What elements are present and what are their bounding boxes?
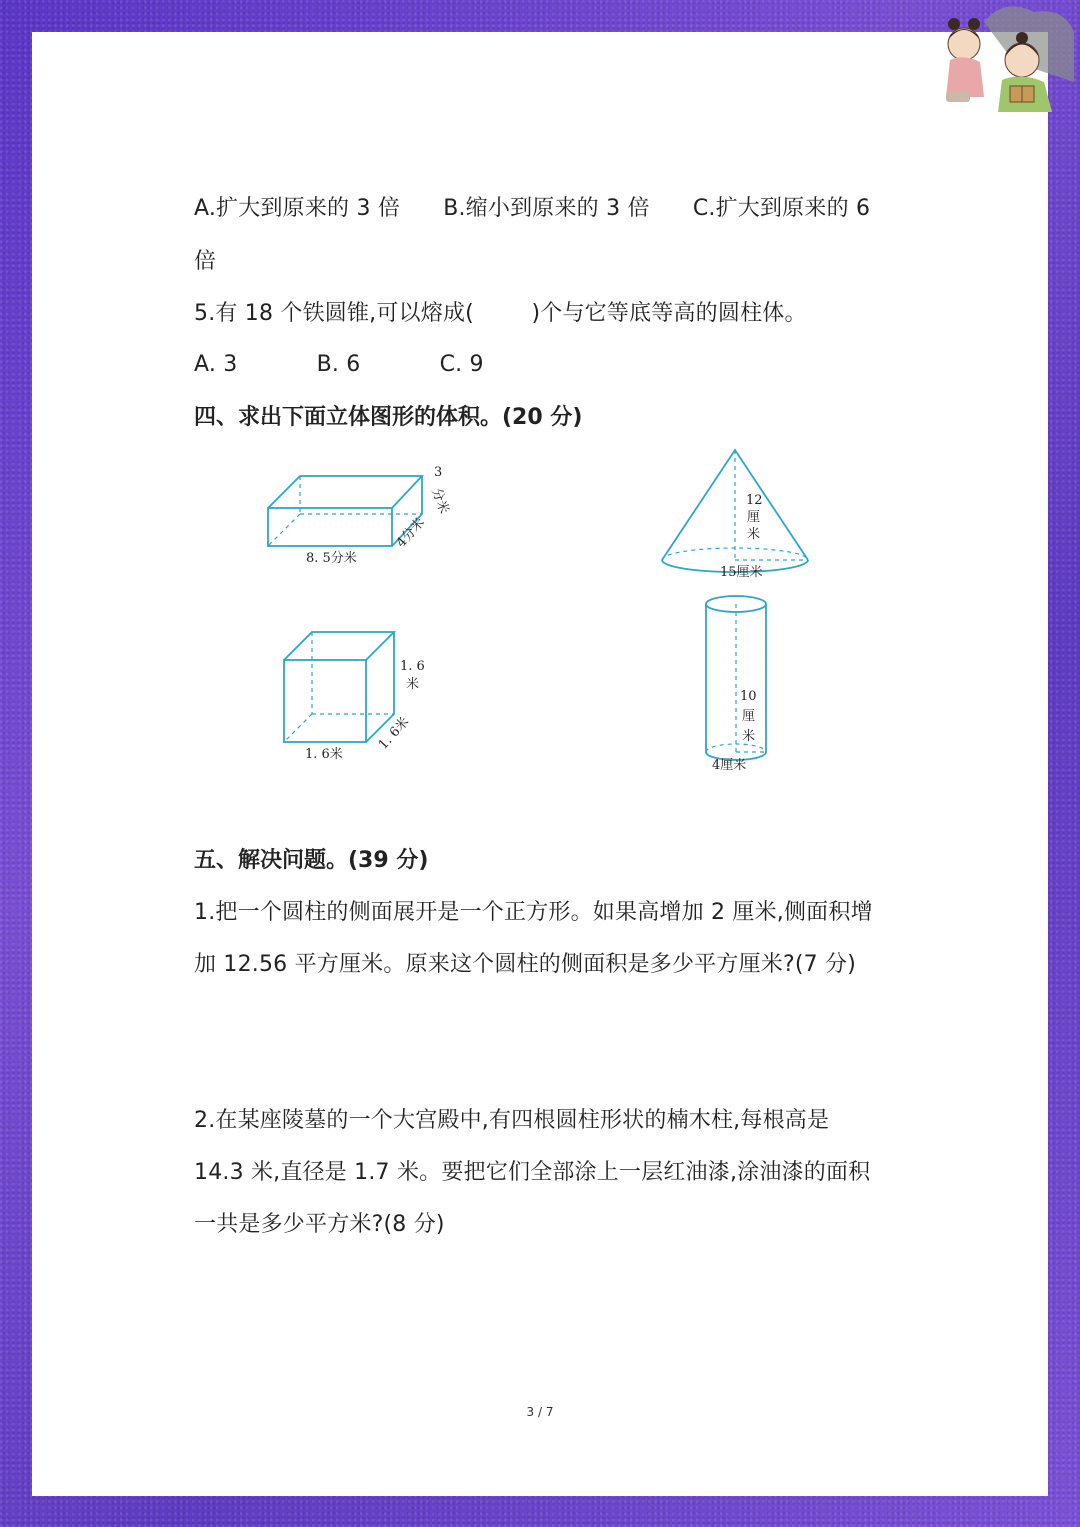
cylinder-height-unit-2: 米 [742, 729, 756, 744]
reading-children-illustration [924, 2, 1074, 127]
cuboid-figure [262, 465, 462, 582]
cylinder-height-number: 10 [740, 689, 757, 704]
cone-base-label: 15厘米 [720, 565, 763, 580]
cylinder-height-unit-1: 厘 [742, 709, 756, 724]
cube-height-unit: 米 [406, 677, 420, 692]
cuboid-width-label: 4分米 [393, 515, 428, 551]
cone-height-unit-1: 厘 [747, 510, 761, 525]
cuboid-length-label: 8. 5分米 [306, 551, 357, 566]
cube-bottom-label: 1. 6米 [305, 747, 343, 762]
cuboid-height-number: 3 [434, 465, 443, 480]
q4-options-line: A.扩大到原来的 3 倍 B.缩小到原来的 3 倍 C.扩大到原来的 6 [194, 196, 871, 221]
cube-figure [280, 632, 480, 772]
cone-height-unit-2: 米 [747, 527, 761, 542]
cuboid-height-unit: 分米 [428, 486, 452, 516]
problem2-line2: 14.3 米,直径是 1.7 米。要把它们全部涂上一层红油漆,涂油漆的面积 [194, 1160, 871, 1185]
q4-options-wrap: 倍 [194, 249, 217, 274]
page-number: 3 / 7 [526, 1405, 554, 1419]
cone-height-number: 12 [746, 493, 763, 508]
cube-depth-label: 1. 6米 [375, 714, 413, 753]
section4-heading: 四、求出下面立体图形的体积。(20 分) [194, 405, 583, 430]
worksheet-page [32, 32, 1048, 1496]
problem1-line2: 加 12.56 平方厘米。原来这个圆柱的侧面积是多少平方厘米?(7 分) [194, 952, 857, 977]
cylinder-figure [702, 592, 782, 782]
q5-question: 5.有 18 个铁圆锥,可以熔成( )个与它等底等高的圆柱体。 [194, 301, 807, 326]
problem1-line1: 1.把一个圆柱的侧面展开是一个正方形。如果高增加 2 厘米,侧面积增 [194, 900, 873, 925]
section5-heading: 五、解决问题。(39 分) [194, 848, 429, 873]
problem2-line1: 2.在某座陵墓的一个大宫殿中,有四根圆柱形状的楠木柱,每根高是 [194, 1108, 830, 1133]
problem2-line3: 一共是多少平方米?(8 分) [194, 1212, 445, 1237]
cube-height-number: 1. 6 [400, 659, 425, 674]
cylinder-base-label: 4厘米 [712, 758, 747, 773]
q5-options: A. 3 B. 6 C. 9 [194, 352, 484, 377]
cone-figure [658, 446, 818, 581]
